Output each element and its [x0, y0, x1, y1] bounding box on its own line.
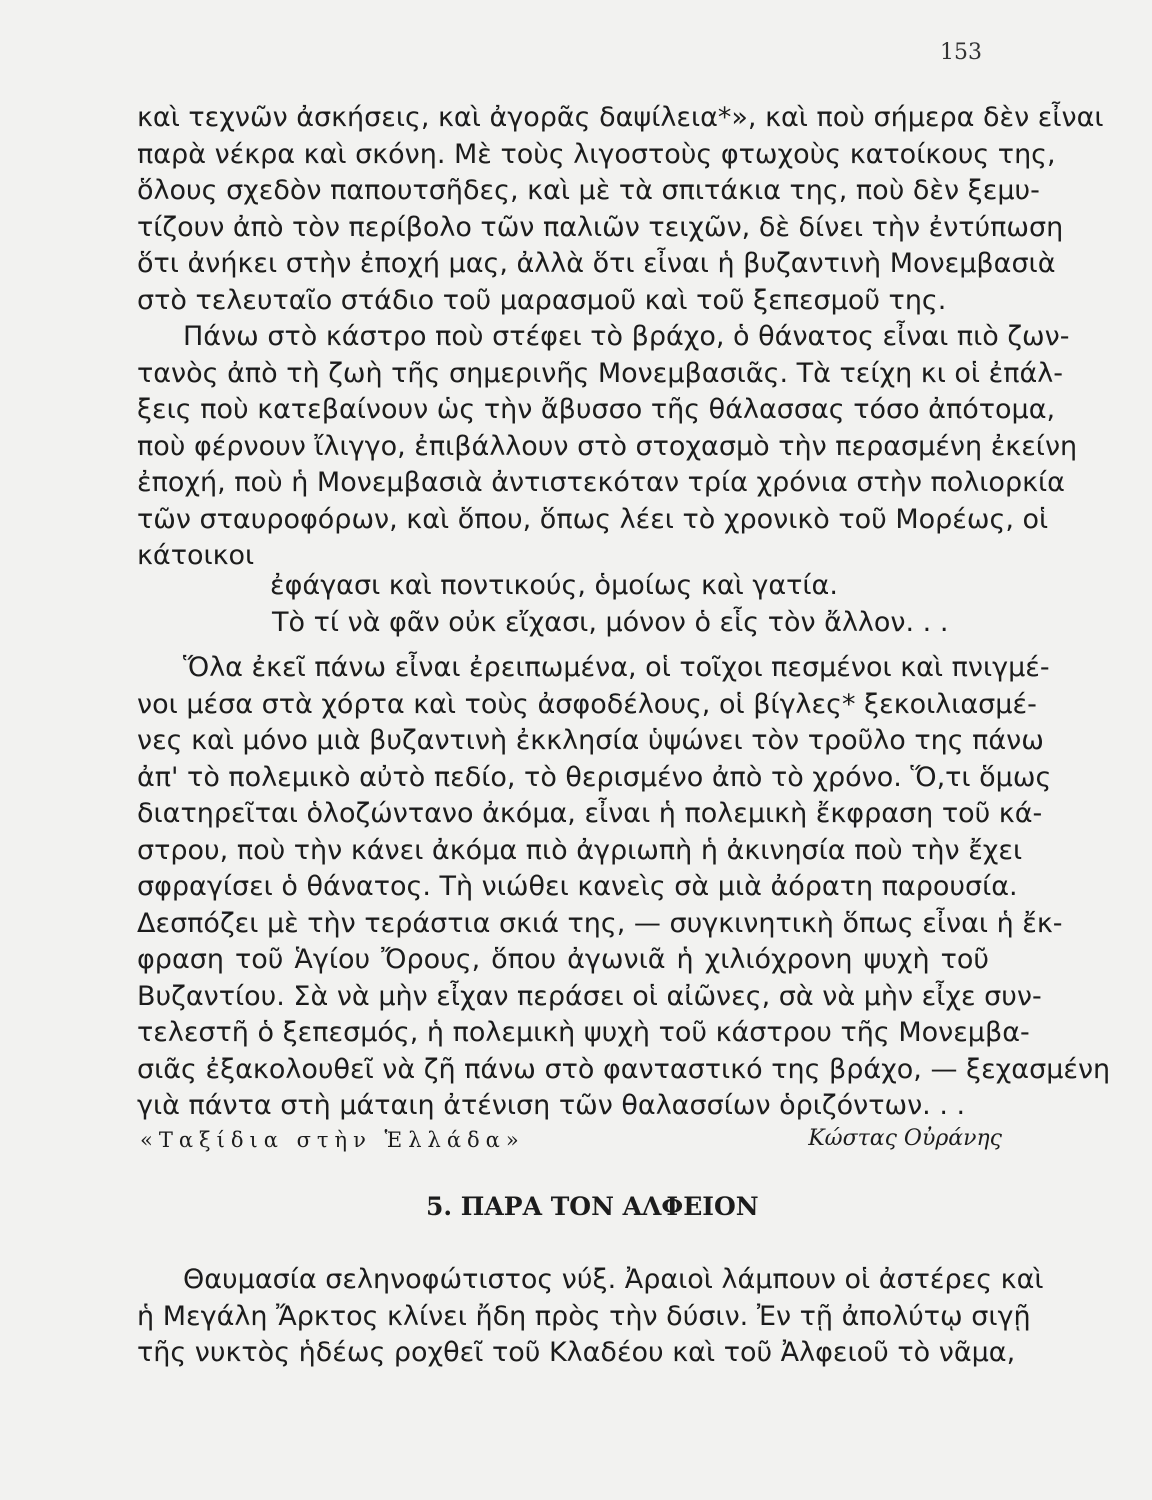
text-line: τανὸς ἀπὸ τὴ ζωὴ τῆς σημερινῆς Μονεμβασιᾶς. Τὰ τείχη κι οἱ ἐπάλ- — [137, 357, 1064, 389]
text-line: Πάνω στὸ κάστρο ποὺ στέφει τὸ βράχο, ὁ θάνατος εἶναι πιὸ ζων- — [183, 321, 1070, 352]
text-line: ὅλους σχεδὸν παπουτσῆδες, καὶ μὲ τὰ σπιτάκια της, ποὺ δὲν ξεμυ- — [137, 175, 1040, 206]
text-line: τῆς νυκτὸς ἡδέως ροχθεῖ τοῦ Κλαδέου καὶ τοῦ Ἀλφειοῦ τὸ νᾶμα, — [137, 1337, 1016, 1368]
text-line: καὶ τεχνῶν ἀσκήσεις, καὶ ἀγορᾶς δαψίλεια*», καὶ ποὺ σήμερα δὲν εἶναι — [137, 102, 1104, 133]
source-title: «Ταξίδια στὴν Ἑλλάδα» — [140, 1128, 525, 1152]
text-line: στρου, ποὺ τὴν κάνει ἀκόμα πιὸ ἀγριωπὴ ἡ ἀκινησία ποὺ τὴν ἔχει — [137, 834, 1023, 866]
text-line: ἐποχή, ποὺ ἡ Μονεμβασιὰ ἀντιστεκόταν τρία χρόνια στὴν πολιορκία — [137, 467, 1065, 498]
text-line: στὸ τελευταῖο στάδιο τοῦ μαρασμοῦ καὶ τοῦ ξεπεσμοῦ της. — [137, 284, 947, 316]
text-line: κάτοικοι — [137, 540, 255, 571]
source-author: Κώστας Οὐράνης — [808, 1126, 1002, 1151]
text-line: σιᾶς ἐξακολουθεῖ νὰ ζῆ πάνω στὸ φανταστικό της βράχο, — ξεχασμένη — [137, 1053, 1111, 1085]
page-number: 153 — [940, 40, 982, 65]
text-line: ἀπ' τὸ πολεμικὸ αὐτὸ πεδίο, τὸ θερισμένο ἀπὸ τὸ χρόνο. Ὅ,τι ὅμως — [137, 761, 1052, 793]
text-line: φραση τοῦ Ἁγίου Ὄρους, ὅπου ἀγωνιᾶ ἡ χιλιόχρονη ψυχὴ τοῦ — [137, 944, 989, 975]
text-line: Βυζαντίου. Σὰ νὰ μὴν εἶχαν περάσει οἱ αἰῶνες, σὰ νὰ μὴν εἶχε συν- — [137, 980, 1042, 1012]
main-text-bottom — [137, 1262, 1044, 1372]
text-line: Δεσπόζει μὲ τὴν τεράστια σκιά της, — συγκινητικὴ ὅπως εἶναι ἡ ἔκ- — [137, 907, 1063, 939]
text-line: ξεις ποὺ κατεβαίνουν ὡς τὴν ἄβυσσο τῆς θάλασσας τόσο ἀπότομα, — [137, 394, 1056, 425]
main-text-middle — [137, 650, 1111, 1125]
quoted-verse — [270, 568, 948, 641]
text-line: γιὰ πάντα στὴ μάταιη ἀτένιση τῶν θαλασσίων ὁριζόντων. . . — [137, 1090, 966, 1121]
section-heading: 5. ΠΑΡΑ ΤΟΝ ΑΛΦΕΙΟΝ — [426, 1192, 759, 1221]
text-line: τελεστῆ ὁ ξεπεσμός, ἡ πολεμικὴ ψυχὴ τοῦ κάστρου τῆς Μονεμβα- — [137, 1017, 1030, 1048]
text-line: διατηρεῖται ὁλοζώντανο ἀκόμα, εἶναι ἡ πολεμικὴ ἔκφραση τοῦ κά- — [137, 798, 1043, 829]
text-line: ποὺ φέρνουν ἴλιγγο, ἐπιβάλλουν στὸ στοχασμὸ τὴν περασμένη ἐκείνη — [137, 430, 1078, 462]
text-line: Ὅλα ἐκεῖ πάνω εἶναι ἐρειπωμένα, οἱ τοῖχοι πεσμένοι καὶ πνιγμέ- — [183, 652, 1050, 683]
text-line: Θαυμασία σεληνοφώτιστος νύξ. Ἀραιοὶ λάμπουν οἱ ἀστέρες καὶ — [183, 1264, 1044, 1295]
text-line: νες καὶ μόνο μιὰ βυζαντινὴ ἐκκλησία ὑψώνει τὸν τροῦλο της πάνω — [137, 725, 1044, 756]
text-line: σφραγίσει ὁ θάνατος. Τὴ νιώθει κανεὶς σὰ μιὰ ἀόρατη παρουσία. — [137, 871, 1018, 902]
verse-line: Τὸ τί νὰ φᾶν οὐκ εἴχασι, μόνον ὁ εἷς τὸν ἄλλον. . . — [272, 606, 949, 638]
text-line: ἡ Μεγάλη Ἄρκτος κλίνει ἤδη πρὸς τὴν δύσιν. Ἐν τῇ ἀπολύτῳ σιγῇ — [137, 1300, 1031, 1332]
text-line: ὅτι ἀνήκει στὴν ἐποχή μας, ἀλλὰ ὅτι εἶναι ἡ βυζαντινὴ Μονεμβασιὰ — [137, 248, 1056, 279]
text-line: τῶν σταυροφόρων, καὶ ὅπου, ὅπως λέει τὸ χρονικὸ τοῦ Μορέως, οἱ — [137, 503, 1049, 535]
text-line: τίζουν ἀπὸ τὸν περίβολο τῶν παλιῶν τειχῶν, δὲ δίνει τὴν ἐντύπωση — [137, 211, 1064, 243]
text-line: παρὰ νέκρα καὶ σκόνη. Μὲ τοὺς λιγοστοὺς φτωχοὺς κατοίκους της, — [137, 138, 1056, 170]
verse-line: ἐφάγασι καὶ ποντικούς, ὁμοίως καὶ γατία. — [270, 570, 838, 601]
main-text-top — [137, 100, 1104, 575]
text-line: νοι μέσα στὰ χόρτα καὶ τοὺς ἀσφοδέλους, οἱ βίγλες* ξεκοιλιασμέ- — [137, 688, 1037, 720]
